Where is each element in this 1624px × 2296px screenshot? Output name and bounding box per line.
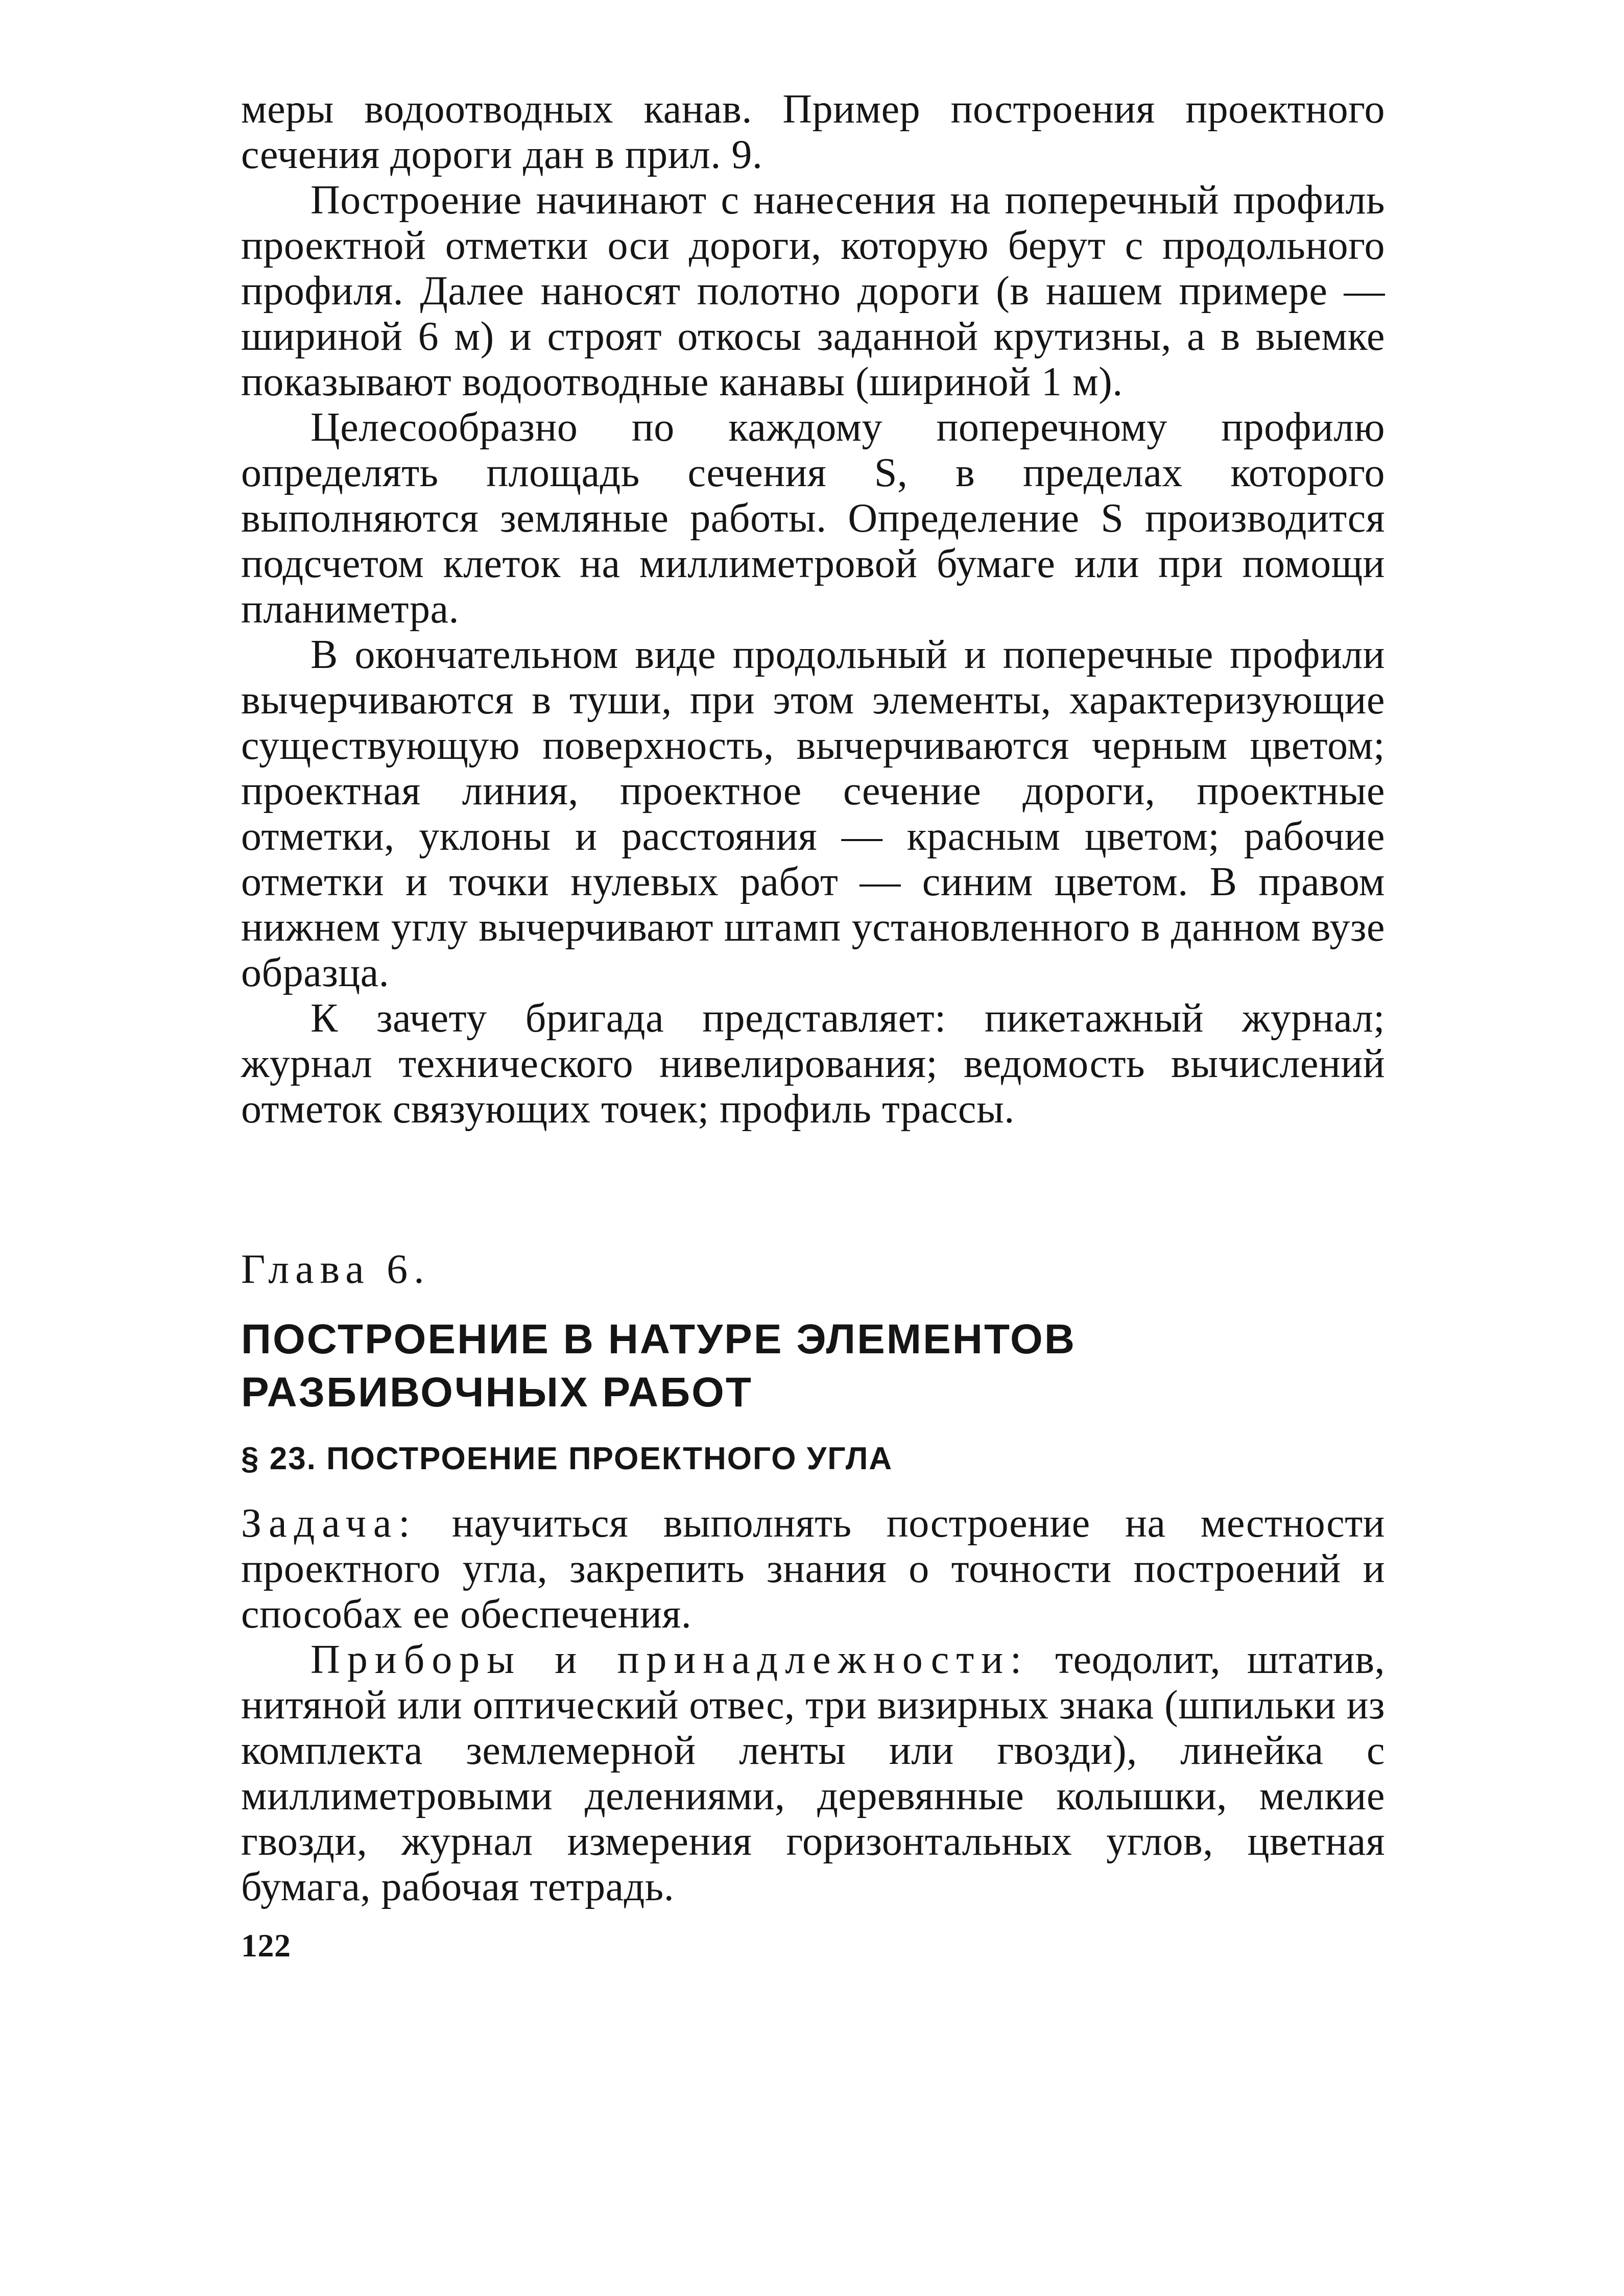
paragraph-final-drawing: В окончательном виде продольный и поперечные профили вычерчиваются в туши, при этом элементы, характеризующие существующую поверхность, вычерчиваются черным цветом; проектная линия, проектное сечение дороги, проектные отметки, уклоны и расстояния — красным цветом; рабочие отметки и точки нулевых работ — синим цветом. В правом нижнем углу вычерчивают штамп установленного в данном вузе образца. (241, 632, 1385, 995)
section-title: § 23. ПОСТРОЕНИЕ ПРОЕКТНОГО УГЛА (241, 1441, 893, 1476)
chapter-title-line-1: ПОСТРОЕНИЕ В НАТУРЕ ЭЛЕМЕНТОВ (241, 1316, 1077, 1362)
chapter-title (241, 1313, 1385, 1419)
page-content (241, 87, 1385, 1966)
paragraph-credit-requirements: К зачету бригада представляет: пикетажный журнал; журнал технического нивелирования; ведомость вычислений отметок связующих точек; профиль трассы. (241, 996, 1385, 1132)
paragraph-section-area: Целесообразно по каждому поперечному профилю определять площадь сечения S, в пределах которого выполняются земляные работы. Определение S производится подсчетом клеток на миллиметровой бумаге или при помощи планиметра. (241, 405, 1385, 632)
chapter-title-line-2: РАЗБИВОЧНЫХ РАБОТ (241, 1369, 753, 1416)
paragraph-instruments (241, 1637, 1385, 1910)
paragraph-construction: Построение начинают с нанесения на поперечный профиль проектной отметки оси дороги, которую берут с продольного профиля. Далее наносят полотно дороги (в нашем примере — шириной 6 м) и строят откосы заданной крутизны, а в выемке показывают водоотводные канавы (шириной 1 м). (241, 178, 1385, 404)
task-label: Задача: (241, 1501, 417, 1546)
task-text: научиться выполнять построение на местности проектного угла, закрепить знания о точности построений и способах ее обеспечения. (241, 1501, 1385, 1637)
paragraph-continuation: меры водоотводных канав. Пример построения проектного сечения дороги дан в прил. 9. (241, 87, 1385, 177)
instruments-label: Приборы и принадлежности: (311, 1637, 1029, 1682)
paragraph-task (241, 1501, 1385, 1637)
chapter-label: Глава 6. (241, 1246, 431, 1292)
instruments-text: теодолит, штатив, нитяной или оптический отвес, три визирных знака (шпильки из комплекта землемерной ленты или гвозди), линейка с миллиметровыми делениями, деревянные колышки, мелкие гвозди, журнал измерения горизонтальных углов, цветная бумага, рабочая тетрадь. (241, 1637, 1385, 1909)
page-number: 122 (241, 1927, 291, 1964)
